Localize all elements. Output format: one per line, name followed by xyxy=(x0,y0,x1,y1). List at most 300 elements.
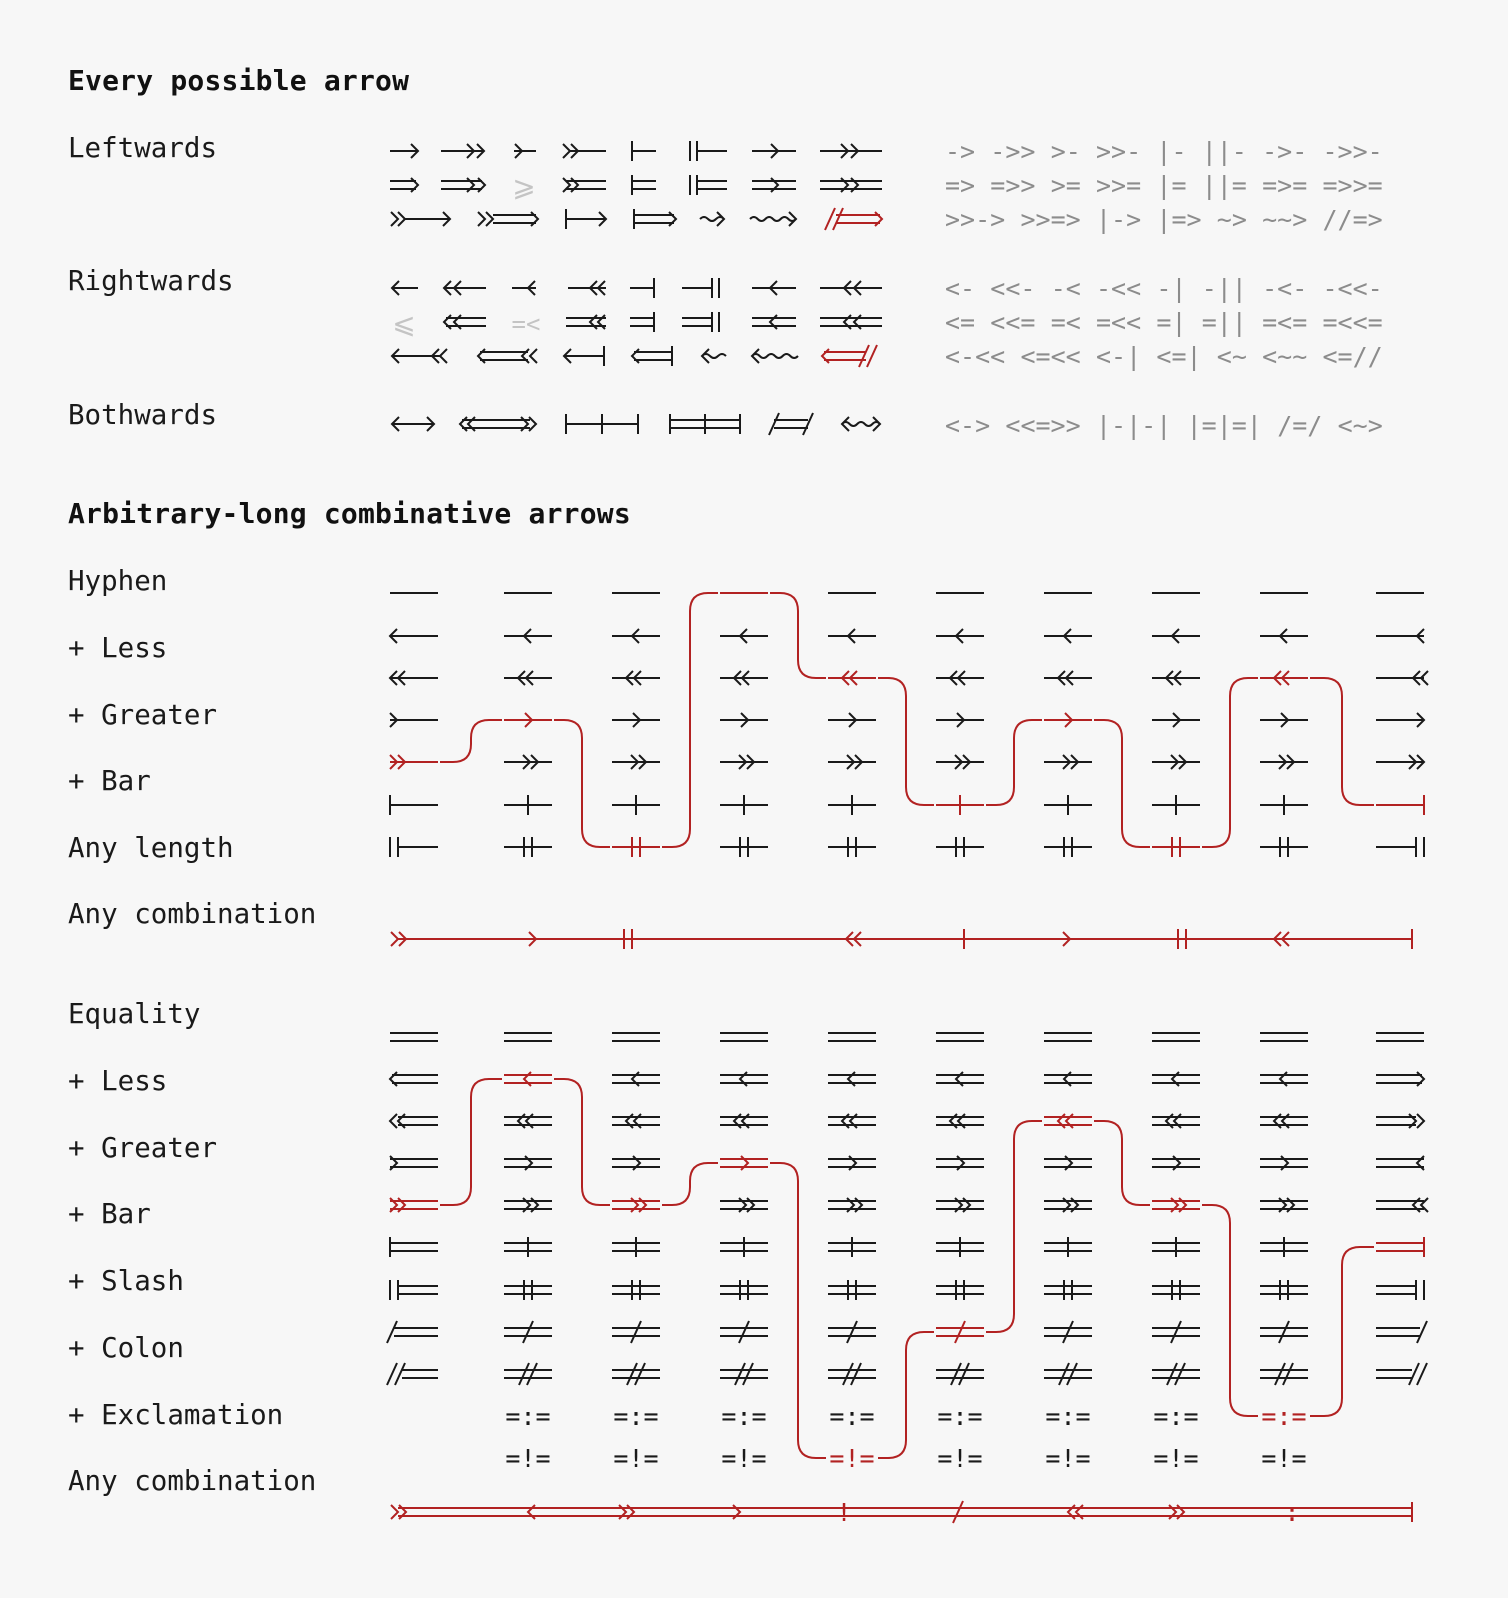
equality-glyph-c1-r8 xyxy=(387,1321,438,1343)
equality-glyph-c5-r5 xyxy=(828,1198,876,1212)
equality-grid-highlight xyxy=(390,1072,1424,1458)
equality-glyph-c4-r9 xyxy=(720,1363,768,1385)
equality-glyph-c2-r1 xyxy=(504,1033,552,1041)
code-leftwards-row3-0: >>-> xyxy=(945,205,1006,234)
hyphen-glyph-c9-r7 xyxy=(1260,837,1308,857)
code-leftwards-row2-1: =>> xyxy=(990,171,1036,200)
equality-connector-9 xyxy=(1310,1247,1374,1416)
code-leftwards-row3-5: ~~> xyxy=(1262,205,1308,234)
hyphen-glyph-c5-r4 xyxy=(828,713,876,727)
hyphen-glyph-c8-r3 xyxy=(1152,671,1200,685)
hyphen-connector-7 xyxy=(1094,720,1150,847)
bang-equal-c4: =!= xyxy=(721,1444,767,1473)
code-leftwards-row2-2: >= xyxy=(1050,171,1081,200)
hyphen-connector-8 xyxy=(1202,678,1258,847)
label-plus-colon: + Colon xyxy=(68,1332,184,1364)
long-squiggle-arrow xyxy=(750,212,796,226)
code-rightwards-row1-5: -|| xyxy=(1201,274,1247,303)
colon-equal-c6: =:= xyxy=(937,1402,983,1431)
hyphen-glyph-c2-r4 xyxy=(504,713,552,727)
hyphen-glyph-c2-r3 xyxy=(504,671,552,685)
label-hyphen: Hyphen xyxy=(68,565,168,597)
bar-equal-bar-chain xyxy=(670,414,740,434)
slash-fat-arrow xyxy=(825,208,882,230)
arrow-mid-head xyxy=(752,144,796,158)
long-arrow-reverse-tail xyxy=(392,349,447,363)
equality-glyph-c2-r3 xyxy=(504,1114,552,1128)
arrow-from-double-head xyxy=(444,281,486,295)
equal-less-glyph: =< xyxy=(511,310,541,338)
fat-maps-to xyxy=(634,209,676,229)
equality-glyph-c10-r4 xyxy=(1376,1156,1424,1170)
hyphen-glyph-c1-r3 xyxy=(390,671,438,685)
hyphen-glyph-c10-r5 xyxy=(1376,755,1424,769)
hyphen-glyph-c1-r4 xyxy=(390,713,438,727)
hyphen-connector-2 xyxy=(554,720,610,847)
code-bothwards-5: <~> xyxy=(1337,411,1383,440)
hyphen-glyph-c4-r6 xyxy=(720,795,768,815)
code-leftwards-row1-7: ->>- xyxy=(1322,137,1383,166)
equality-connector-1 xyxy=(440,1079,502,1205)
hyphen-glyph-c6-r5 xyxy=(936,755,984,769)
hyphen-glyph-c5-r6 xyxy=(828,795,876,815)
equality-glyph-c6-r6 xyxy=(936,1237,984,1257)
hyphen-glyph-c10-r7 xyxy=(1376,837,1424,857)
bang-equal-c7: =!= xyxy=(1045,1444,1091,1473)
fat-reverse-double-mid-head xyxy=(820,315,882,329)
colon-equal-c5: =:= xyxy=(829,1402,875,1431)
bar-hyphen-bar-chain xyxy=(566,414,638,434)
slash-equal-slash xyxy=(769,413,813,435)
equality-glyph-c7-r7 xyxy=(1044,1280,1092,1300)
code-leftwards-row3-6: //=> xyxy=(1322,205,1383,234)
squiggle-both xyxy=(842,417,880,431)
bang-equal-c6: =!= xyxy=(937,1444,983,1473)
code-rightwards-row1-1: <<- xyxy=(990,274,1036,303)
equality-combination-colon: : xyxy=(1284,1498,1300,1527)
equality-glyph-c1-r4 xyxy=(390,1156,438,1170)
code-rightwards-row3-5: <~~ xyxy=(1262,342,1308,371)
equality-glyph-c6-r2 xyxy=(936,1072,984,1086)
equality-glyph-c6-r1 xyxy=(936,1033,984,1041)
hyphen-glyph-c4-r3 xyxy=(720,671,768,685)
equality-glyph-c7-r4 xyxy=(1044,1156,1092,1170)
code-rightwards-row3-1: <=<< xyxy=(1020,342,1081,371)
label-plus-greater: + Greater xyxy=(68,699,218,731)
equality-connector-7 xyxy=(1094,1121,1150,1205)
hyphen-glyph-c7-r6 xyxy=(1044,795,1092,815)
code-rightwards-row3-6: <=// xyxy=(1322,342,1383,371)
code-bothwards-1: <<=>> xyxy=(1005,411,1081,440)
hyphen-glyph-c8-r2 xyxy=(1152,629,1200,643)
hyphen-glyph-c3-r5 xyxy=(612,755,660,769)
colon-equal-c9: =:= xyxy=(1261,1402,1307,1431)
hyphen-glyph-c5-r2 xyxy=(828,629,876,643)
label-any-combination-equal: Any combination xyxy=(68,1465,317,1497)
hyphen-glyph-c3-r3 xyxy=(612,671,660,685)
fat-reverse-double-tail xyxy=(566,315,606,329)
bang-equal-c9: =!= xyxy=(1261,1444,1307,1473)
code-rightwards-row3-2: <-| xyxy=(1096,342,1142,371)
label-rightwards: Rightwards xyxy=(68,265,234,297)
hyphen-glyph-c7-r5 xyxy=(1044,755,1092,769)
label-bothwards: Bothwards xyxy=(68,399,218,431)
code-leftwards-row2-6: =>= xyxy=(1262,171,1308,200)
fat-double-tail xyxy=(563,178,606,192)
hyphen-glyph-c3-r6 xyxy=(612,795,660,815)
equality-glyph-c4-r2 xyxy=(720,1072,768,1086)
equality-glyph-c9-r1 xyxy=(1260,1033,1308,1041)
code-bothwards-3: |=|=| xyxy=(1186,411,1262,440)
equality-combination-line xyxy=(391,1501,1412,1523)
hyphen-glyph-c4-r5 xyxy=(720,755,768,769)
hyphen-connector-5 xyxy=(878,678,934,805)
equality-connector-8 xyxy=(1202,1205,1258,1416)
equal-bar xyxy=(630,312,654,332)
code-rightwards-row1-4: -| xyxy=(1156,274,1187,303)
reverse-double-tail xyxy=(568,281,606,295)
hyphen-glyph-c3-r7 xyxy=(612,837,660,857)
code-rightwards-row2-5: =|| xyxy=(1201,308,1247,337)
equality-glyph-c2-r6 xyxy=(504,1237,552,1257)
equality-grid-glyphs xyxy=(387,1033,1428,1385)
hyphen-glyph-c10-r4 xyxy=(1376,713,1424,727)
equality-glyph-c7-r2 xyxy=(1044,1072,1092,1086)
hyphen-glyph-c7-r2 xyxy=(1044,629,1092,643)
fat-arrow-double-head xyxy=(441,178,485,192)
equality-glyph-c6-r7 xyxy=(936,1280,984,1300)
hyphen-glyph-c7-r4 xyxy=(1044,713,1092,727)
equality-glyph-c4-r3 xyxy=(720,1114,768,1128)
hyphen-glyph-c8-r4 xyxy=(1152,713,1200,727)
equality-glyph-c3-r3 xyxy=(612,1114,660,1128)
fat-long-arrow-reverse-tail xyxy=(478,349,537,363)
equality-connector-3 xyxy=(662,1163,718,1205)
equality-glyph-c4-r6 xyxy=(720,1237,768,1257)
code-rightwards-row3-4: <~ xyxy=(1216,342,1247,371)
hyphen-glyph-c7-r3 xyxy=(1044,671,1092,685)
colon-equal-c8: =:= xyxy=(1153,1402,1199,1431)
code-leftwards-row3-2: |-> xyxy=(1096,205,1142,234)
hyphen-glyph-c1-r6 xyxy=(390,795,438,815)
equality-glyph-c4-r4 xyxy=(720,1156,768,1170)
double-bar-equal xyxy=(690,175,727,195)
equality-glyph-c9-r3 xyxy=(1260,1114,1308,1128)
label-plus-less-equal: + Less xyxy=(68,1065,168,1097)
label-any-length: Any length xyxy=(68,832,234,864)
hyphen-glyph-c3-r2 xyxy=(612,629,660,643)
fat-arrow xyxy=(390,178,418,192)
code-rightwards-row2-6: =<= xyxy=(1262,308,1308,337)
equality-glyph-c5-r1 xyxy=(828,1033,876,1041)
colon-equal-c3: =:= xyxy=(613,1402,659,1431)
label-any-combination: Any combination xyxy=(68,898,317,930)
hyphen-glyph-c1-r2 xyxy=(390,629,438,643)
equality-glyph-c10-r6 xyxy=(1376,1237,1424,1257)
equality-glyph-c1-r3 xyxy=(390,1114,438,1128)
equality-glyph-c3-r6 xyxy=(612,1237,660,1257)
code-rightwards-row1-6: -<- xyxy=(1262,274,1308,303)
code-leftwards-row2-4: |= xyxy=(1156,171,1187,200)
code-bothwards-2: |-|-| xyxy=(1096,411,1172,440)
heading-every-possible-arrow: Every possible arrow xyxy=(68,64,410,97)
equality-glyph-c7-r3 xyxy=(1044,1114,1092,1128)
hyphen-glyph-c9-r4 xyxy=(1260,713,1308,727)
equality-glyph-c3-r1 xyxy=(612,1033,660,1041)
label-plus-slash: + Slash xyxy=(68,1265,184,1297)
code-leftwards-row1-1: ->> xyxy=(990,137,1036,166)
equality-glyph-c7-r5 xyxy=(1044,1198,1092,1212)
hyphen-glyph-c4-r2 xyxy=(720,629,768,643)
hyphen-glyph-c10-r3 xyxy=(1376,671,1428,685)
hyphen-glyph-c5-r3 xyxy=(828,671,876,685)
label-plus-exclamation: + Exclamation xyxy=(68,1399,284,1431)
hyphen-glyph-c1-r7 xyxy=(390,837,438,857)
label-equality: Equality xyxy=(68,998,201,1030)
equality-glyph-c2-r4 xyxy=(504,1156,552,1170)
equality-glyph-c5-r2 xyxy=(828,1072,876,1086)
bang-equal-c2: =!= xyxy=(505,1444,551,1473)
label-plus-bar: + Bar xyxy=(68,765,151,797)
both-arrow xyxy=(392,417,434,431)
label-plus-bar-equal: + Bar xyxy=(68,1198,151,1230)
hyphen-connector-9 xyxy=(1310,678,1374,805)
equality-glyph-c9-r2 xyxy=(1260,1072,1308,1086)
reverse-tail xyxy=(512,281,536,295)
bothwards-arrow-glyphs xyxy=(392,413,880,435)
equality-glyph-c5-r4 xyxy=(828,1156,876,1170)
code-leftwards-row2-3: >>= xyxy=(1096,171,1142,200)
equality-glyph-c2-r8 xyxy=(504,1321,552,1343)
fat-tail-long-arrow xyxy=(478,212,538,226)
hyphen-double-bar xyxy=(682,278,719,298)
equality-glyph-c4-r8 xyxy=(720,1321,768,1343)
equality-glyph-c10-r9 xyxy=(1376,1363,1427,1385)
equality-glyph-c8-r5 xyxy=(1152,1198,1200,1212)
colon-equal-c4: =:= xyxy=(721,1402,767,1431)
code-leftwards-row1-3: >>- xyxy=(1096,137,1142,166)
code-leftwards-row3-1: >>=> xyxy=(1020,205,1081,234)
equality-glyph-c5-r8 xyxy=(828,1321,876,1343)
leftwards-arrow-glyphs xyxy=(390,141,882,229)
equality-glyph-c1-r6 xyxy=(390,1237,438,1257)
equality-glyph-c7-r9 xyxy=(1044,1363,1092,1385)
equality-glyph-c4-r5 xyxy=(720,1198,768,1212)
hyphen-glyph-c7-r7 xyxy=(1044,837,1092,857)
reverse-mid-head xyxy=(752,281,796,295)
hyphen-connector-6 xyxy=(986,720,1042,805)
equality-glyph-c1-r1 xyxy=(390,1033,438,1041)
reverse-double-mid-head xyxy=(820,281,882,295)
equality-glyph-c6-r8 xyxy=(936,1321,984,1343)
equality-glyph-c8-r1 xyxy=(1152,1033,1200,1041)
equality-glyph-c9-r7 xyxy=(1260,1280,1308,1300)
equality-glyph-c2-r2 xyxy=(504,1072,552,1086)
equality-glyph-c10-r8 xyxy=(1376,1321,1427,1343)
hyphen-glyph-c10-r6 xyxy=(1376,795,1424,815)
hyphen-glyph-c1-r5 xyxy=(390,755,438,769)
code-rightwards-row3-3: <=| xyxy=(1156,342,1202,371)
bang-equal-c8: =!= xyxy=(1153,1444,1199,1473)
rightwards-arrow-glyphs xyxy=(392,278,882,366)
equality-glyph-c3-r2 xyxy=(612,1072,660,1086)
greater-equal-glyph: ⩾ xyxy=(512,170,536,203)
equality-glyph-c1-r5 xyxy=(390,1198,438,1212)
hyphen-glyph-c8-r6 xyxy=(1152,795,1200,815)
hyphen-glyph-c2-r5 xyxy=(504,755,552,769)
fat-double-mid-head xyxy=(820,178,882,192)
equality-glyph-c9-r6 xyxy=(1260,1237,1308,1257)
hyphen-grid-glyphs xyxy=(390,593,1428,857)
arrow-tail xyxy=(514,144,536,158)
equality-glyph-c4-r7 xyxy=(720,1280,768,1300)
tail-long-arrow xyxy=(391,212,450,226)
hyphen-glyph-c3-r4 xyxy=(612,713,660,727)
code-rightwards-row2-4: =| xyxy=(1156,308,1187,337)
equality-glyph-c9-r5 xyxy=(1260,1198,1308,1212)
equality-glyph-c3-r4 xyxy=(612,1156,660,1170)
fat-both-double-head xyxy=(460,417,536,431)
code-rightwards-row1-3: -<< xyxy=(1096,274,1142,303)
code-leftwards-row1-0: -> xyxy=(945,137,976,166)
equality-glyph-c8-r4 xyxy=(1152,1156,1200,1170)
hyphen-glyph-c10-r2 xyxy=(1376,629,1424,643)
arrow-double-mid-head xyxy=(820,144,882,158)
hyphen-glyph-c9-r3 xyxy=(1260,671,1308,685)
equal-double-bar xyxy=(682,312,719,332)
equality-glyph-c9-r4 xyxy=(1260,1156,1308,1170)
equality-connector-5 xyxy=(878,1332,934,1458)
reverse-long-squiggle xyxy=(752,349,798,363)
equality-glyph-c3-r9 xyxy=(612,1363,660,1385)
equality-glyph-c8-r7 xyxy=(1152,1280,1200,1300)
long-arrow-from-bar xyxy=(564,346,604,366)
code-bothwards-0: <-> xyxy=(945,411,991,440)
equality-glyph-c8-r6 xyxy=(1152,1237,1200,1257)
equality-glyph-c10-r7 xyxy=(1376,1280,1424,1300)
hyphen-glyph-c4-r4 xyxy=(720,713,768,727)
equality-glyph-c9-r8 xyxy=(1260,1321,1308,1343)
equality-glyph-c6-r9 xyxy=(936,1363,984,1385)
equality-glyph-c8-r9 xyxy=(1152,1363,1200,1385)
code-leftwards-row1-4: |- xyxy=(1156,137,1187,166)
equality-glyph-c1-r2 xyxy=(390,1072,438,1086)
less-equal-glyph: ⩽ xyxy=(392,307,416,340)
code-rightwards-row2-2: =< xyxy=(1050,308,1081,337)
equality-glyph-c5-r9 xyxy=(828,1363,876,1385)
reverse-slash-fat-arrow xyxy=(822,345,877,367)
code-leftwards-row1-6: ->- xyxy=(1262,137,1308,166)
equality-glyph-c6-r5 xyxy=(936,1198,984,1212)
equality-glyph-c10-r3 xyxy=(1376,1114,1424,1128)
bang-equal-c3: =!= xyxy=(613,1444,659,1473)
maps-to xyxy=(566,209,606,229)
equality-connector-6 xyxy=(986,1121,1042,1332)
bang-equal-c5: =!= xyxy=(829,1444,875,1473)
equality-glyph-c6-r4 xyxy=(936,1156,984,1170)
colon-equal-c2: =:= xyxy=(505,1402,551,1431)
code-leftwards-row3-4: ~> xyxy=(1216,205,1247,234)
hyphen-glyph-c5-r7 xyxy=(828,837,876,857)
equality-glyph-c1-r7 xyxy=(390,1280,438,1300)
code-rightwards-row2-0: <= xyxy=(945,308,976,337)
equality-glyph-c2-r7 xyxy=(504,1280,552,1300)
heading-combinative-arrows: Arbitrary-long combinative arrows xyxy=(68,497,631,530)
fat-reverse-mid-head xyxy=(752,315,796,329)
code-leftwards-row3-3: |=> xyxy=(1156,205,1202,234)
equality-combination-arrow xyxy=(391,1501,1412,1523)
arrow-from xyxy=(392,281,418,295)
hyphen-glyph-c6-r7 xyxy=(936,837,984,857)
equality-glyph-c8-r8 xyxy=(1152,1321,1200,1343)
code-rightwards-row1-0: <- xyxy=(945,274,976,303)
code-rightwards-row1-2: -< xyxy=(1050,274,1081,303)
equality-combination-bang: ! xyxy=(836,1498,852,1527)
label-plus-less: + Less xyxy=(68,632,168,664)
hyphen-glyph-c9-r6 xyxy=(1260,795,1308,815)
hyphen-connector-4 xyxy=(770,593,826,678)
label-plus-greater-equal: + Greater xyxy=(68,1132,218,1164)
hyphen-connector-1 xyxy=(440,720,502,762)
hyphen-glyph-c6-r4 xyxy=(936,713,984,727)
equality-glyph-c3-r8 xyxy=(612,1321,660,1343)
equality-connector-4 xyxy=(770,1163,826,1458)
equality-glyph-c10-r1 xyxy=(1376,1033,1424,1041)
fat-arrow-from-double-head xyxy=(444,315,486,329)
hyphen-glyph-c8-r7 xyxy=(1152,837,1200,857)
equality-glyph-c5-r3 xyxy=(828,1114,876,1128)
code-leftwards-row2-5: ||= xyxy=(1201,171,1247,200)
equality-glyph-c7-r8 xyxy=(1044,1321,1092,1343)
hyphen-glyph-c2-r2 xyxy=(504,629,552,643)
equality-glyph-c4-r1 xyxy=(720,1033,768,1041)
code-rightwards-row2-3: =<< xyxy=(1096,308,1142,337)
code-leftwards-row1-2: >- xyxy=(1050,137,1081,166)
reverse-squiggle xyxy=(702,349,726,363)
equality-glyph-c9-r9 xyxy=(1260,1363,1308,1385)
equality-connector-2 xyxy=(554,1079,610,1205)
hyphen-glyph-c9-r5 xyxy=(1260,755,1308,769)
code-rightwards-row2-1: <<= xyxy=(990,308,1036,337)
hyphen-glyph-c2-r7 xyxy=(504,837,552,857)
label-leftwards: Leftwards xyxy=(68,132,218,164)
code-leftwards-row2-7: =>>= xyxy=(1322,171,1383,200)
hyphen-glyph-c6-r2 xyxy=(936,629,984,643)
squiggle-arrow xyxy=(700,212,724,226)
hyphen-grid-highlight xyxy=(390,593,1424,857)
hyphen-glyph-c8-r5 xyxy=(1152,755,1200,769)
equality-glyph-c10-r5 xyxy=(1376,1198,1428,1212)
hyphen-glyph-c5-r5 xyxy=(828,755,876,769)
equality-glyph-c3-r5 xyxy=(612,1198,660,1212)
code-rightwards-row2-7: =<<= xyxy=(1322,308,1383,337)
double-bar-hyphen xyxy=(690,141,727,161)
hyphen-glyph-c6-r3 xyxy=(936,671,984,685)
equality-glyph-c8-r3 xyxy=(1152,1114,1200,1128)
hyphen-connector-3 xyxy=(662,593,718,847)
code-leftwards-row1-5: ||- xyxy=(1201,137,1247,166)
equality-glyph-c7-r6 xyxy=(1044,1237,1092,1257)
equality-glyph-c2-r9 xyxy=(504,1363,552,1385)
equality-glyph-c10-r2 xyxy=(1376,1072,1424,1086)
code-rightwards-row1-7: -<<- xyxy=(1322,274,1383,303)
fat-arrow-from-bar xyxy=(632,346,672,366)
code-leftwards-row2-0: => xyxy=(945,171,976,200)
hyphen-bar xyxy=(630,278,654,298)
equality-glyph-c7-r1 xyxy=(1044,1033,1092,1041)
code-rightwards-row3-0: <-<< xyxy=(945,342,1006,371)
equality-glyph-c6-r3 xyxy=(936,1114,984,1128)
